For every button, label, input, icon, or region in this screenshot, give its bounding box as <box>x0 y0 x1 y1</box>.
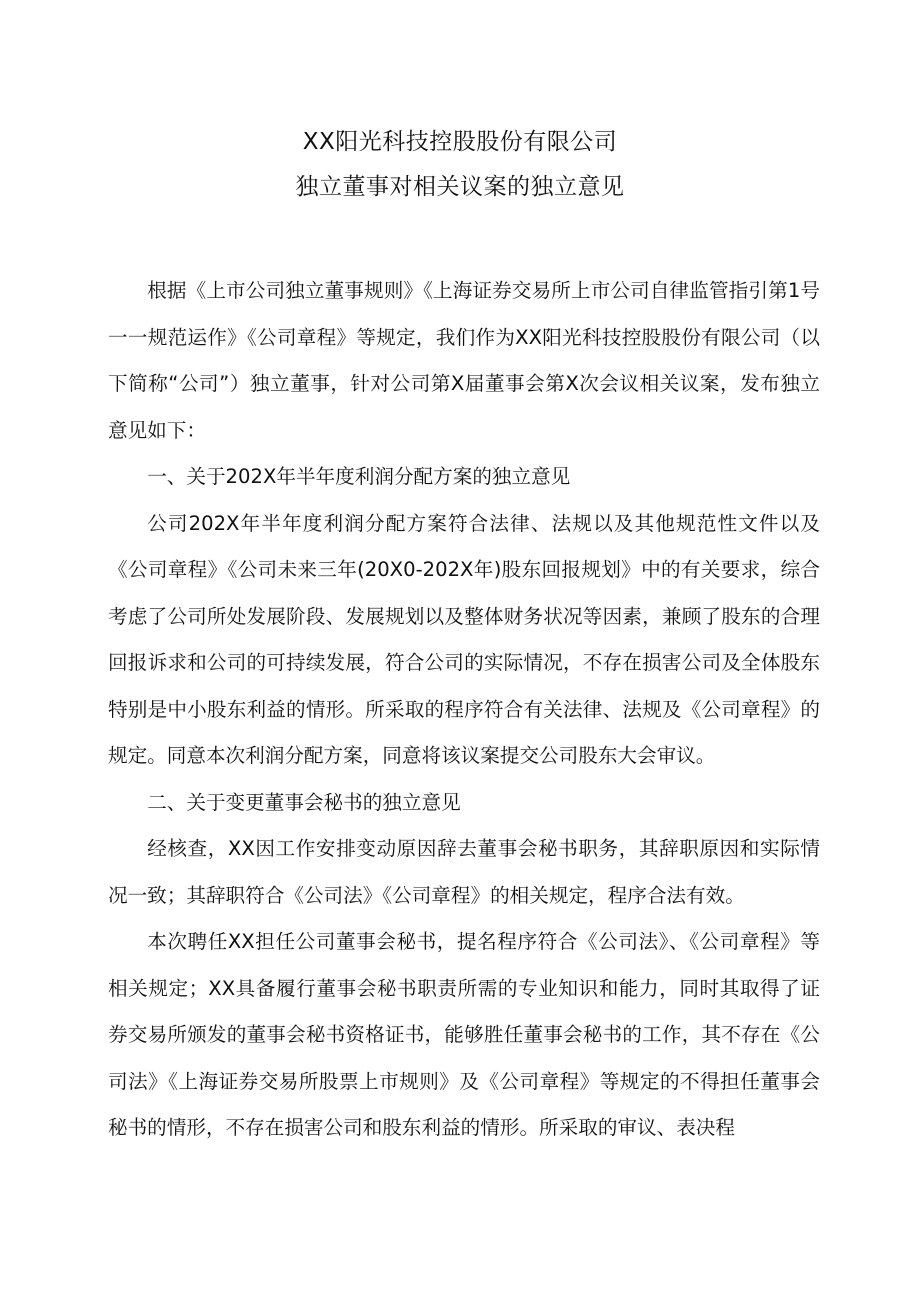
document-title-subject: 独立董事对相关议案的独立意见 <box>295 174 625 200</box>
profit-distribution-paragraph: 公司202X年半年度利润分配方案符合法律、法规以及其他规范性文件以及《公司章程》《公司未来三年(20X0-202X年)股东回报规划》中的有关要求，综合考虑了公司所处发展阶段、发展规划以及整体财务状况等因素，兼顾了股东的合理回报诉求和公司的可持续发展，符合公司的实际情况，不存在损害公司及全体股东特别是中小股东利益的情形。所采取的程序符合有关法律、法规及《公司章程》的规定。同意本次利润分配方案，同意将该议案提交公司股东大会审议。 <box>108 511 820 767</box>
secretary-appointment-paragraph: 本次聘任XX担任公司董事会秘书，提名程序符合《公司法》、《公司章程》等相关规定；XX具备履行董事会秘书职责所需的专业知识和能力，同时其取得了证券交易所颁发的董事会秘书资格证书，能够胜任董事会秘书的工作，其不存在《公司法》《上海证券交易所股票上市规则》及《公司章程》等规定的不得担任董事会秘书的情形，不存在损害公司和股东利益的情形。所采取的审议、表决程 <box>108 930 820 1139</box>
section-heading-profit-distribution: 一、关于202X年半年度利润分配方案的独立意见 <box>147 465 571 488</box>
secretary-resignation-paragraph: 经核查，XX因工作安排变动原因辞去董事会秘书职务，其辞职原因和实际情况一致；其辞职符合《公司法》《公司章程》的相关规定，程序合法有效。 <box>108 837 820 907</box>
intro-paragraph: 根据《上市公司独立董事规则》《上海证券交易所上市公司自律监管指引第1号一一规范运作》《公司章程》等规定，我们作为XX阳光科技控股股份有限公司（以下简称“公司”）独立董事，针对公司第X届董事会第X次会议相关议案，发布独立意见如下： <box>108 279 820 442</box>
document-body <box>108 268 820 1152</box>
section-heading-board-secretary: 二、关于变更董事会秘书的独立意见 <box>147 790 461 814</box>
document-title-company: XX阳光科技控股股份有限公司 <box>302 129 618 155</box>
